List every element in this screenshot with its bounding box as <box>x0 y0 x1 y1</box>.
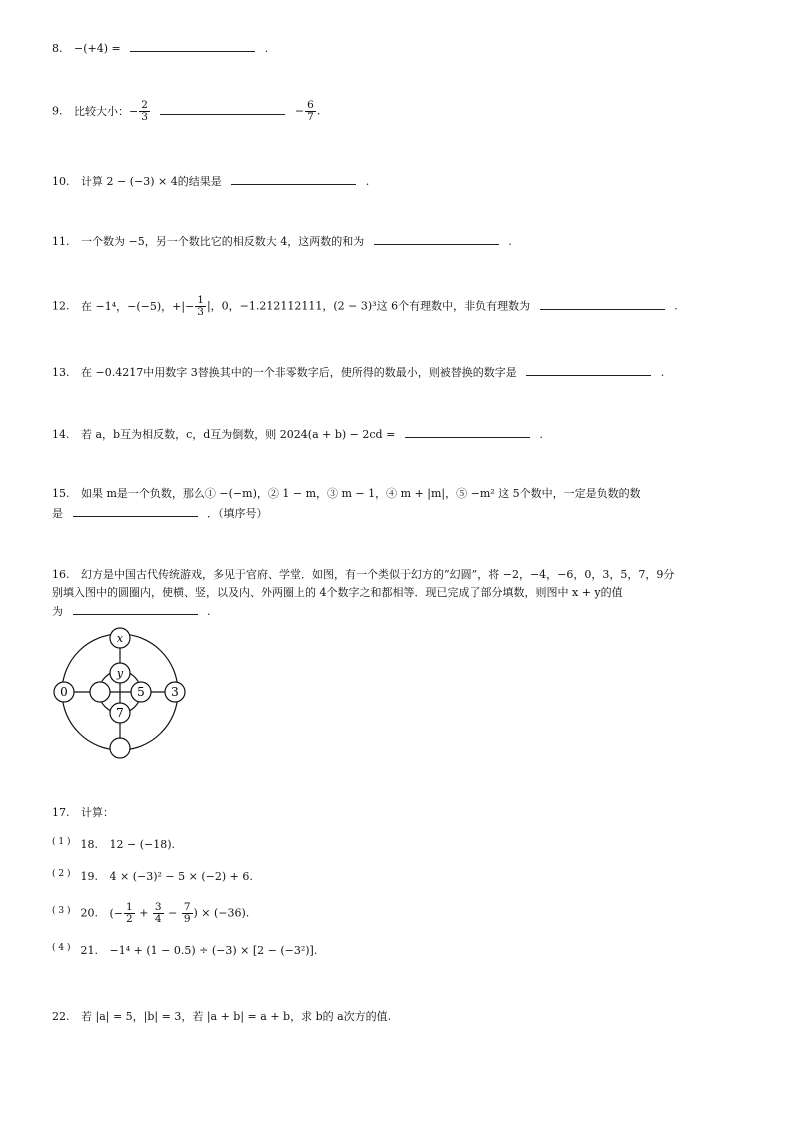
question-11 <box>52 233 512 250</box>
operator: + <box>139 906 149 920</box>
question-15 <box>52 486 641 502</box>
q-text: 一个数为 −5，另一个数比它的相反数大 4，这两数的和为 <box>81 235 365 248</box>
q-text: 比较大小：− <box>74 104 139 118</box>
question-22 <box>52 1009 391 1025</box>
q-number: 21. <box>80 944 98 957</box>
question-14 <box>52 426 543 443</box>
numerator: 6 <box>307 99 314 111</box>
q-number: 17. <box>52 806 70 819</box>
question-12 <box>52 295 678 318</box>
svg-text:x: x <box>116 632 124 645</box>
q-text: ) × (−36). <box>193 906 250 920</box>
q-text: 4 × (−3)² − 5 × (−2) + 6. <box>109 870 253 883</box>
node-bottom <box>110 738 130 758</box>
q-number: 22. <box>52 1010 70 1023</box>
node-right <box>165 682 185 702</box>
q-sign: − <box>294 104 305 118</box>
answer-blank[interactable] <box>526 364 651 376</box>
svg-text:7: 7 <box>116 706 124 720</box>
denominator: 4 <box>154 913 162 925</box>
answer-blank[interactable] <box>160 103 285 115</box>
q-text: 在 −1⁴，−(−5)，+|− <box>81 299 195 313</box>
question-9 <box>52 100 320 123</box>
q-end: . <box>508 235 512 248</box>
q-number: 20. <box>80 906 98 920</box>
q-text: ．（填序号） <box>207 507 268 520</box>
answer-blank[interactable] <box>73 505 198 517</box>
sub-question-2 <box>52 870 253 883</box>
q-text: 为 <box>52 605 63 618</box>
q-number: 13. <box>52 366 70 379</box>
fraction <box>139 100 150 123</box>
denominator: 9 <box>183 913 191 925</box>
answer-blank[interactable] <box>231 173 356 185</box>
sub-question-4 <box>52 944 317 957</box>
q-text: 若 |a| = 5，|b| = 3，若 |a + b| = a + b，求 b的 a次方的值. <box>81 1010 392 1023</box>
denominator: 2 <box>126 913 133 925</box>
answer-blank[interactable] <box>73 603 198 615</box>
fraction <box>153 902 164 925</box>
answer-blank[interactable] <box>540 298 665 310</box>
answer-blank[interactable] <box>130 40 255 52</box>
q-text: (− <box>109 906 123 920</box>
numerator: 3 <box>154 901 162 913</box>
q-text: 如果 m是一个负数，那么① −(−m)，② 1 − m，③ m − 1，④ m + |m|，⑤ −m² 这 5个数中，一定是负数的数 <box>81 487 641 500</box>
q-text: 是 <box>52 507 63 520</box>
question-16 <box>52 567 674 583</box>
sub-index: ( 3 ) <box>52 905 71 916</box>
q-number: 12. <box>52 299 70 313</box>
q-number: 18. <box>80 838 98 851</box>
svg-text:5: 5 <box>137 685 145 699</box>
q-end: . <box>207 605 211 618</box>
fraction <box>124 902 135 925</box>
question-16-line2 <box>52 585 623 601</box>
q-number: 19. <box>80 870 98 883</box>
question-8 <box>52 40 268 57</box>
q-end: . <box>264 42 269 55</box>
q-number: 11. <box>52 235 70 248</box>
node-left <box>54 682 74 702</box>
q-text: 计算： <box>81 806 114 819</box>
q-text: −(+4) = <box>74 42 121 55</box>
question-15-line2 <box>52 505 268 522</box>
q-number: 15. <box>52 487 70 500</box>
fraction <box>182 902 193 925</box>
answer-blank[interactable] <box>374 233 499 245</box>
q-text: 12 − (−18). <box>109 838 175 851</box>
sub-question-3 <box>52 902 249 925</box>
sub-index: ( 2 ) <box>52 869 71 879</box>
question-10 <box>52 173 369 190</box>
svg-text:y: y <box>116 667 124 680</box>
q-number: 8. <box>52 42 63 55</box>
q-number: 16. <box>52 568 70 581</box>
numerator: 1 <box>126 901 133 913</box>
node-inner-right <box>131 682 151 702</box>
q-text: 计算 2 − (−3) × 4的结果是 <box>81 175 222 188</box>
fraction <box>305 100 316 123</box>
q-text: 在 −0.4217中用数字 3替换其中的一个非零数字后，使所得的数最小，则被替换的数字是 <box>81 366 517 379</box>
q-text-rest: |，0，−1.212112111，(2 − 3)³这 6个有理数中，非负有理数为 <box>206 299 531 313</box>
node-inner-bottom <box>110 703 130 723</box>
question-16-line3 <box>52 603 211 620</box>
question-13 <box>52 364 664 381</box>
q-text: −1⁴ + (1 − 0.5) ÷ (−3) × [2 − (−3²)]. <box>109 944 318 957</box>
q-number: 10. <box>52 175 70 188</box>
q-end: . <box>539 428 543 441</box>
numerator: 7 <box>183 901 191 913</box>
operator: − <box>168 906 178 920</box>
denominator: 7 <box>307 111 314 123</box>
q-text: 别填入图中的圆圈内，使横、竖，以及内、外两圈上的 4个数字之和都相等．现已完成了部分填数，则图中 x + y的值 <box>52 586 623 599</box>
sub-question-1 <box>52 838 175 851</box>
fraction <box>195 295 206 318</box>
sub-index: ( 4 ) <box>52 943 71 953</box>
sub-index: ( 1 ) <box>52 837 71 847</box>
svg-text:0: 0 <box>60 685 68 699</box>
denominator: 3 <box>197 306 204 318</box>
q-text: 若 a，b互为相反数，c，d互为倒数，则 2024(a + b) − 2cd = <box>81 428 396 441</box>
q-end: . <box>316 104 321 118</box>
q-text: 幻方是中国古代传统游戏，多见于官府、学堂．如图，有一个类似于幻方的“幻圆”，将 −2，−4，−6，0，3，5，7，9分 <box>81 568 675 581</box>
node-inner-top <box>110 663 130 683</box>
numerator: 1 <box>197 294 204 306</box>
svg-text:3: 3 <box>171 685 179 699</box>
denominator: 3 <box>141 111 148 123</box>
q-end: . <box>365 175 370 188</box>
q-number: 14. <box>52 428 70 441</box>
numerator: 2 <box>141 99 148 111</box>
q-end: . <box>660 366 665 379</box>
magic-circle-figure <box>48 624 193 764</box>
q-end: . <box>674 299 678 313</box>
answer-blank[interactable] <box>405 426 530 438</box>
node-inner-left <box>90 682 110 702</box>
q-number: 9. <box>52 104 63 118</box>
question-17 <box>52 805 114 821</box>
node-top <box>110 628 130 648</box>
